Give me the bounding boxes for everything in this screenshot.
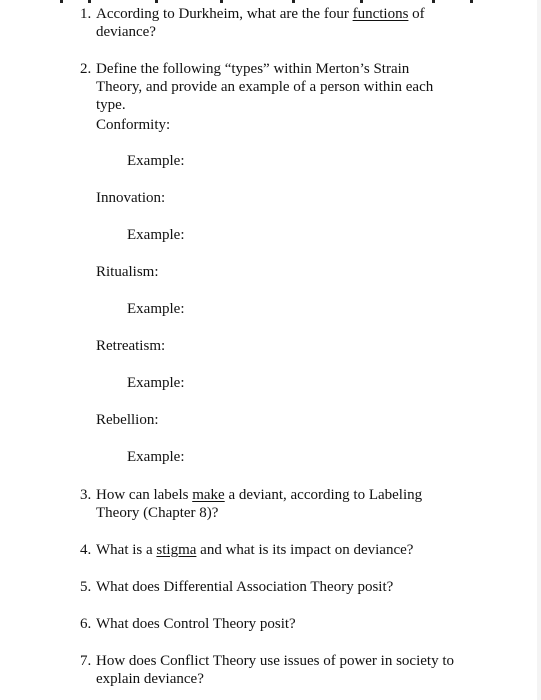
text-segment: and what is its impact on deviance? — [196, 542, 414, 558]
text-segment: According to Durkheim, what are the four — [96, 6, 353, 22]
question-text: What does Differential Association Theory posit? — [96, 579, 394, 595]
question-text — [96, 541, 413, 559]
example-label: Example: — [127, 449, 185, 465]
question-text-continued: Theory, and provide an example of a person within each — [96, 79, 434, 95]
example-label: Example: — [127, 375, 185, 391]
type-label-conformity: Conformity: — [96, 117, 171, 133]
question-number: 5. — [80, 579, 92, 595]
question-number: 7. — [80, 653, 92, 669]
underlined-term: stigma — [156, 542, 197, 558]
question-text: What does Control Theory posit? — [96, 616, 296, 632]
example-label: Example: — [127, 301, 185, 317]
underlined-term: make — [192, 487, 225, 503]
question-text — [96, 5, 425, 23]
text-segment: How can labels — [96, 487, 193, 503]
type-label-ritualism: Ritualism: — [96, 264, 159, 280]
text-segment: of — [408, 6, 425, 22]
scrollbar[interactable] — [537, 0, 541, 700]
question-number: 2. — [80, 61, 92, 77]
underlined-term: functions — [352, 6, 409, 22]
text-segment: a deviant, according to Labeling — [224, 487, 423, 503]
type-label-rebellion: Rebellion: — [96, 412, 159, 428]
example-label: Example: — [127, 153, 185, 169]
type-label-retreatism: Retreatism: — [96, 338, 166, 354]
question-text-continued: Theory (Chapter 8)? — [96, 505, 219, 521]
cut-off-text-line — [60, 0, 480, 3]
question-number: 3. — [80, 487, 92, 503]
question-text: Define the following “types” within Merton’s Strain — [96, 61, 410, 77]
question-text-continued: deviance? — [96, 24, 156, 40]
question-text-continued: explain deviance? — [96, 671, 204, 687]
question-text: How does Conflict Theory use issues of power in society to — [96, 653, 455, 669]
type-label-innovation: Innovation: — [96, 190, 166, 206]
text-segment: What is a — [96, 542, 157, 558]
question-number: 4. — [80, 542, 92, 558]
question-number: 1. — [80, 6, 92, 22]
question-text-continued: type. — [96, 97, 126, 113]
question-number: 6. — [80, 616, 92, 632]
example-label: Example: — [127, 227, 185, 243]
question-text — [96, 486, 422, 504]
